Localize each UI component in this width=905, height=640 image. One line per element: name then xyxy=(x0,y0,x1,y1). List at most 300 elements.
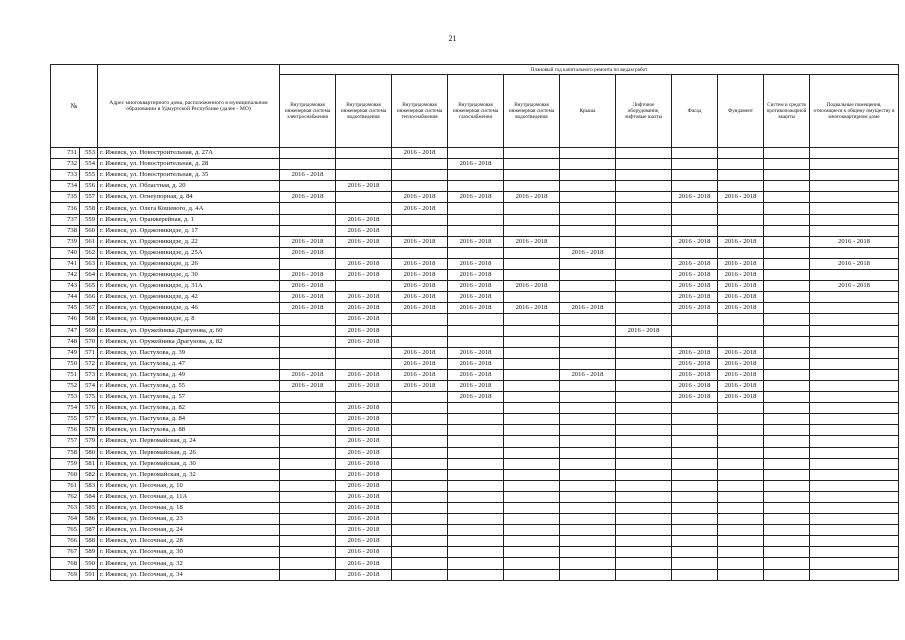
period-cell xyxy=(810,214,899,225)
period-cell xyxy=(504,414,560,425)
period-cell xyxy=(764,336,810,347)
object-id: 555 xyxy=(80,170,98,181)
period-cell xyxy=(672,558,718,569)
period-cell: 2016 - 2018 xyxy=(718,358,764,369)
period-cell xyxy=(560,258,616,269)
period-cell xyxy=(810,203,899,214)
work-type-header: Внутридомовая инженерная система теплоснабжения xyxy=(392,75,448,148)
period-cell xyxy=(560,469,616,480)
period-cell xyxy=(504,325,560,336)
table-row xyxy=(51,270,899,281)
work-type-header: Крыша xyxy=(560,75,616,148)
period-cell: 2016 - 2018 xyxy=(672,392,718,403)
period-cell xyxy=(616,569,672,580)
row-number: 757 xyxy=(51,436,80,447)
period-cell: 2016 - 2018 xyxy=(280,270,336,281)
period-cell: 2016 - 2018 xyxy=(672,303,718,314)
period-cell xyxy=(764,547,810,558)
period-cell xyxy=(718,414,764,425)
period-cell: 2016 - 2018 xyxy=(504,192,560,203)
table-body xyxy=(51,148,899,581)
address-cell: г. Ижевск, ул. Пастухова, д. 47 xyxy=(98,358,280,369)
period-cell xyxy=(448,325,504,336)
period-cell xyxy=(504,258,560,269)
period-cell xyxy=(764,491,810,502)
address-cell: г. Ижевск, ул. Песочная, д. 30 xyxy=(98,547,280,558)
period-cell xyxy=(560,536,616,547)
row-number: 741 xyxy=(51,258,80,269)
period-cell xyxy=(810,447,899,458)
period-cell xyxy=(280,447,336,458)
plan-year-header: Плановый год капитального ремонта по видам работ xyxy=(280,65,899,75)
period-cell xyxy=(280,547,336,558)
period-cell xyxy=(810,536,899,547)
period-cell: 2016 - 2018 xyxy=(504,303,560,314)
period-cell xyxy=(448,314,504,325)
row-number: 748 xyxy=(51,336,80,347)
period-cell xyxy=(392,159,448,170)
period-cell xyxy=(448,403,504,414)
period-cell xyxy=(504,225,560,236)
period-cell xyxy=(718,314,764,325)
period-cell xyxy=(392,480,448,491)
address-cell: г. Ижевск, ул. Песочная, д. 24 xyxy=(98,525,280,536)
period-cell xyxy=(616,392,672,403)
period-cell xyxy=(764,447,810,458)
table-row xyxy=(51,558,899,569)
address-cell: г. Ижевск, ул. Новостроительная, д. 28 xyxy=(98,159,280,170)
period-cell xyxy=(718,225,764,236)
row-number: 762 xyxy=(51,491,80,502)
address-cell: г. Ижевск, ул. Песочная, д. 28 xyxy=(98,536,280,547)
period-cell xyxy=(448,414,504,425)
period-cell xyxy=(560,480,616,491)
period-cell xyxy=(560,547,616,558)
period-cell: 2016 - 2018 xyxy=(280,170,336,181)
period-cell xyxy=(560,214,616,225)
period-cell xyxy=(718,525,764,536)
period-cell xyxy=(810,325,899,336)
period-cell xyxy=(810,569,899,580)
row-number: 740 xyxy=(51,247,80,258)
period-cell xyxy=(504,369,560,380)
period-cell xyxy=(504,403,560,414)
period-cell xyxy=(810,181,899,192)
period-cell xyxy=(392,514,448,525)
period-cell: 2016 - 2018 xyxy=(718,292,764,303)
period-cell xyxy=(448,458,504,469)
period-cell: 2016 - 2018 xyxy=(810,258,899,269)
period-cell: 2016 - 2018 xyxy=(504,281,560,292)
row-number: 745 xyxy=(51,303,80,314)
address-cell: г. Ижевск, ул. Первомайская, д. 30 xyxy=(98,458,280,469)
period-cell xyxy=(810,369,899,380)
address-cell: г. Ижевск, ул. Пастухова, д. 84 xyxy=(98,414,280,425)
period-cell xyxy=(718,214,764,225)
period-cell xyxy=(616,347,672,358)
period-cell: 2016 - 2018 xyxy=(672,270,718,281)
period-cell xyxy=(504,314,560,325)
address-cell: г. Ижевск, ул. Орджоникидзе, д. 26 xyxy=(98,258,280,269)
period-cell: 2016 - 2018 xyxy=(336,536,392,547)
period-cell: 2016 - 2018 xyxy=(560,303,616,314)
period-cell xyxy=(810,480,899,491)
object-id: 584 xyxy=(80,491,98,502)
period-cell xyxy=(392,225,448,236)
table-row xyxy=(51,569,899,580)
period-cell xyxy=(448,247,504,258)
row-number: 738 xyxy=(51,225,80,236)
period-cell xyxy=(448,469,504,480)
period-cell xyxy=(616,270,672,281)
period-cell xyxy=(560,436,616,447)
period-cell xyxy=(616,247,672,258)
row-number: 765 xyxy=(51,525,80,536)
table-row xyxy=(51,347,899,358)
period-cell xyxy=(718,469,764,480)
period-cell xyxy=(336,347,392,358)
period-cell xyxy=(560,181,616,192)
period-cell xyxy=(672,514,718,525)
period-cell xyxy=(504,270,560,281)
period-cell xyxy=(280,325,336,336)
period-cell xyxy=(672,403,718,414)
period-cell xyxy=(560,148,616,159)
period-cell: 2016 - 2018 xyxy=(336,469,392,480)
row-number: 732 xyxy=(51,159,80,170)
period-cell xyxy=(560,569,616,580)
row-number: 755 xyxy=(51,414,80,425)
period-cell xyxy=(616,159,672,170)
period-cell xyxy=(336,192,392,203)
object-id: 574 xyxy=(80,380,98,391)
period-cell xyxy=(810,380,899,391)
period-cell xyxy=(504,347,560,358)
period-cell: 2016 - 2018 xyxy=(336,436,392,447)
address-cell: г. Ижевск, ул. Орджоникидзе, д. 22 xyxy=(98,236,280,247)
address-cell: г. Ижевск, ул. Орджоникидзе, д. 30 xyxy=(98,270,280,281)
period-cell xyxy=(560,314,616,325)
table-row xyxy=(51,192,899,203)
row-number: 735 xyxy=(51,192,80,203)
period-cell xyxy=(392,458,448,469)
period-cell xyxy=(764,258,810,269)
period-cell: 2016 - 2018 xyxy=(392,281,448,292)
period-cell xyxy=(560,414,616,425)
period-cell xyxy=(280,425,336,436)
period-cell xyxy=(560,236,616,247)
address-cell: г. Ижевск, ул. Оружейника Драгунова, д. 82 xyxy=(98,336,280,347)
object-id: 578 xyxy=(80,425,98,436)
period-cell xyxy=(810,358,899,369)
period-cell xyxy=(810,192,899,203)
period-cell: 2016 - 2018 xyxy=(560,247,616,258)
period-cell xyxy=(718,536,764,547)
period-cell xyxy=(504,148,560,159)
period-cell xyxy=(280,392,336,403)
table-row xyxy=(51,525,899,536)
period-cell xyxy=(280,336,336,347)
period-cell xyxy=(810,469,899,480)
period-cell xyxy=(504,203,560,214)
period-cell: 2016 - 2018 xyxy=(718,236,764,247)
period-cell xyxy=(392,447,448,458)
object-id: 580 xyxy=(80,447,98,458)
table-row xyxy=(51,480,899,491)
period-cell: 2016 - 2018 xyxy=(336,458,392,469)
period-cell xyxy=(764,403,810,414)
object-id: 573 xyxy=(80,369,98,380)
row-number: 747 xyxy=(51,325,80,336)
period-cell xyxy=(672,414,718,425)
period-cell xyxy=(280,258,336,269)
period-cell xyxy=(280,347,336,358)
period-cell: 2016 - 2018 xyxy=(718,380,764,391)
period-cell: 2016 - 2018 xyxy=(336,236,392,247)
period-cell: 2016 - 2018 xyxy=(718,270,764,281)
period-cell xyxy=(616,447,672,458)
address-cell: г. Ижевск, ул. Песочная, д. 10 xyxy=(98,480,280,491)
period-cell xyxy=(280,458,336,469)
period-cell: 2016 - 2018 xyxy=(718,281,764,292)
period-cell xyxy=(504,503,560,514)
period-cell: 2016 - 2018 xyxy=(560,369,616,380)
row-number: 744 xyxy=(51,292,80,303)
object-id: 572 xyxy=(80,358,98,369)
row-number: 739 xyxy=(51,236,80,247)
address-cell: г. Ижевск, ул. Песочная, д. 18 xyxy=(98,503,280,514)
period-cell xyxy=(764,203,810,214)
object-id: 558 xyxy=(80,203,98,214)
object-id: 585 xyxy=(80,503,98,514)
row-number: 737 xyxy=(51,214,80,225)
period-cell: 2016 - 2018 xyxy=(280,380,336,391)
period-cell xyxy=(616,414,672,425)
period-cell xyxy=(392,503,448,514)
period-cell: 2016 - 2018 xyxy=(672,292,718,303)
period-cell xyxy=(560,325,616,336)
object-id: 564 xyxy=(80,270,98,281)
period-cell: 2016 - 2018 xyxy=(392,236,448,247)
table-row xyxy=(51,403,899,414)
period-cell xyxy=(810,392,899,403)
period-cell xyxy=(504,569,560,580)
period-cell xyxy=(560,159,616,170)
period-cell xyxy=(280,569,336,580)
period-cell xyxy=(504,392,560,403)
period-cell xyxy=(764,314,810,325)
period-cell xyxy=(764,569,810,580)
table-row xyxy=(51,458,899,469)
object-id: 566 xyxy=(80,292,98,303)
work-type-header: Фасад xyxy=(672,75,718,148)
period-cell: 2016 - 2018 xyxy=(718,369,764,380)
period-cell xyxy=(718,447,764,458)
period-cell xyxy=(616,358,672,369)
period-cell: 2016 - 2018 xyxy=(672,236,718,247)
period-cell: 2016 - 2018 xyxy=(718,192,764,203)
period-cell xyxy=(560,170,616,181)
period-cell xyxy=(336,358,392,369)
period-cell xyxy=(280,159,336,170)
work-type-header: Внутридомовая инженерная система газоснабжения xyxy=(448,75,504,148)
period-cell xyxy=(764,214,810,225)
period-cell: 2016 - 2018 xyxy=(280,192,336,203)
object-id: 575 xyxy=(80,392,98,403)
period-cell xyxy=(392,525,448,536)
period-cell xyxy=(392,414,448,425)
period-cell xyxy=(672,425,718,436)
period-cell xyxy=(448,181,504,192)
period-cell: 2016 - 2018 xyxy=(448,347,504,358)
period-cell xyxy=(616,503,672,514)
period-cell xyxy=(810,514,899,525)
period-cell xyxy=(718,247,764,258)
period-cell: 2016 - 2018 xyxy=(336,480,392,491)
period-cell xyxy=(616,369,672,380)
period-cell xyxy=(560,380,616,391)
period-cell xyxy=(392,325,448,336)
table-row xyxy=(51,225,899,236)
capital-repair-table xyxy=(50,64,899,581)
period-cell xyxy=(764,503,810,514)
period-cell xyxy=(616,181,672,192)
row-number: 752 xyxy=(51,380,80,391)
period-cell xyxy=(616,170,672,181)
period-cell xyxy=(616,436,672,447)
period-cell xyxy=(764,469,810,480)
table-row xyxy=(51,148,899,159)
period-cell xyxy=(504,525,560,536)
period-cell xyxy=(764,392,810,403)
period-cell xyxy=(448,547,504,558)
period-cell xyxy=(672,148,718,159)
period-cell xyxy=(672,159,718,170)
period-cell xyxy=(560,347,616,358)
table-row xyxy=(51,159,899,170)
period-cell xyxy=(280,148,336,159)
period-cell xyxy=(336,281,392,292)
period-cell xyxy=(810,558,899,569)
row-number: 751 xyxy=(51,369,80,380)
period-cell: 2016 - 2018 xyxy=(392,148,448,159)
object-id: 590 xyxy=(80,558,98,569)
object-id: 569 xyxy=(80,325,98,336)
row-number: 734 xyxy=(51,181,80,192)
table-row xyxy=(51,314,899,325)
period-cell xyxy=(336,203,392,214)
table-row xyxy=(51,380,899,391)
object-id: 577 xyxy=(80,414,98,425)
period-cell xyxy=(810,247,899,258)
table-row xyxy=(51,181,899,192)
row-number: 763 xyxy=(51,503,80,514)
table-row xyxy=(51,436,899,447)
period-cell xyxy=(560,558,616,569)
period-cell xyxy=(764,303,810,314)
row-number: 753 xyxy=(51,392,80,403)
period-cell xyxy=(718,491,764,502)
row-number: 769 xyxy=(51,569,80,580)
period-cell xyxy=(616,292,672,303)
period-cell xyxy=(718,181,764,192)
period-cell: 2016 - 2018 xyxy=(448,258,504,269)
period-cell xyxy=(504,358,560,369)
period-cell: 2016 - 2018 xyxy=(336,258,392,269)
period-cell xyxy=(280,536,336,547)
period-cell xyxy=(718,148,764,159)
object-id: 579 xyxy=(80,436,98,447)
period-cell xyxy=(764,536,810,547)
table-row xyxy=(51,303,899,314)
period-cell xyxy=(280,503,336,514)
period-cell xyxy=(718,569,764,580)
period-cell xyxy=(764,347,810,358)
row-number: 749 xyxy=(51,347,80,358)
period-cell xyxy=(448,569,504,580)
work-type-header: Фундамент xyxy=(718,75,764,148)
period-cell: 2016 - 2018 xyxy=(672,281,718,292)
period-cell xyxy=(764,181,810,192)
period-cell xyxy=(504,547,560,558)
period-cell xyxy=(764,325,810,336)
period-cell xyxy=(764,270,810,281)
address-cell: г. Ижевск, ул. Орджоникидзе, д. 8 xyxy=(98,314,280,325)
period-cell xyxy=(672,525,718,536)
address-cell: г. Ижевск, ул. Песочная, д. 23 xyxy=(98,514,280,525)
period-cell xyxy=(560,292,616,303)
table-row xyxy=(51,170,899,181)
period-cell xyxy=(616,192,672,203)
period-cell: 2016 - 2018 xyxy=(672,358,718,369)
period-cell: 2016 - 2018 xyxy=(448,292,504,303)
period-cell xyxy=(718,458,764,469)
period-cell xyxy=(448,480,504,491)
row-number: 731 xyxy=(51,148,80,159)
table-row xyxy=(51,325,899,336)
period-cell xyxy=(560,525,616,536)
object-id: 571 xyxy=(80,347,98,358)
row-number: 750 xyxy=(51,358,80,369)
period-cell xyxy=(448,536,504,547)
period-cell xyxy=(448,425,504,436)
period-cell xyxy=(504,436,560,447)
period-cell xyxy=(392,170,448,181)
period-cell xyxy=(560,270,616,281)
period-cell: 2016 - 2018 xyxy=(336,558,392,569)
period-cell xyxy=(672,547,718,558)
period-cell xyxy=(810,303,899,314)
period-cell xyxy=(504,447,560,458)
period-cell xyxy=(672,181,718,192)
period-cell xyxy=(448,525,504,536)
object-id: 588 xyxy=(80,536,98,547)
period-cell xyxy=(448,447,504,458)
period-cell xyxy=(504,514,560,525)
address-cell: г. Ижевск, ул. Огнеупорная, д. 84 xyxy=(98,192,280,203)
period-cell xyxy=(448,203,504,214)
period-cell xyxy=(392,569,448,580)
period-cell: 2016 - 2018 xyxy=(336,569,392,580)
period-cell xyxy=(560,447,616,458)
period-cell xyxy=(280,514,336,525)
period-cell xyxy=(810,525,899,536)
period-cell: 2016 - 2018 xyxy=(336,514,392,525)
period-cell: 2016 - 2018 xyxy=(336,369,392,380)
period-cell: 2016 - 2018 xyxy=(336,503,392,514)
row-number: 760 xyxy=(51,469,80,480)
period-cell: 2016 - 2018 xyxy=(672,369,718,380)
